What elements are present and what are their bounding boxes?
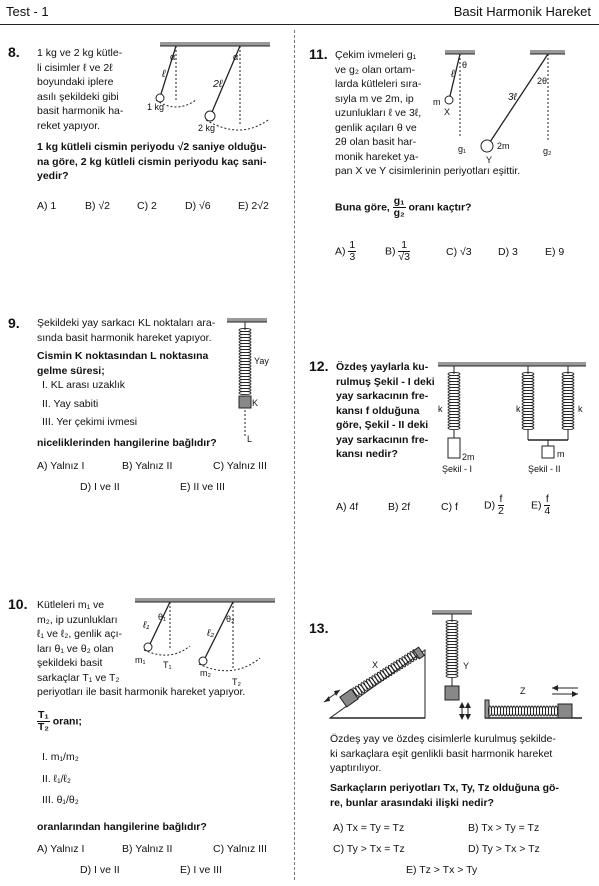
q10-fig-l1: ℓ₁	[143, 620, 150, 631]
q9-option-e[interactable]: E) II ve III	[180, 481, 225, 493]
q11-option-b[interactable]: B) $\frac{1}{√3}$	[385, 239, 411, 263]
q12-fig-k2: k	[516, 404, 521, 414]
q8-fig-l1: ℓ	[162, 68, 166, 80]
q10-items: I. m₁/m₂ II. ℓ₁/ℓ₂ III. θ₁/θ₂	[42, 751, 79, 806]
q10-fig-t1: θ₁	[158, 612, 167, 622]
q12-option-e[interactable]: E) $\frac{f}{4}$	[531, 493, 551, 517]
q8-fig-a2: α	[233, 52, 239, 62]
q10-option-e[interactable]: E) I ve III	[180, 864, 223, 876]
header-rule	[0, 24, 599, 25]
q12-fig-k3: k	[578, 404, 583, 414]
q12-spring-figure	[438, 362, 588, 477]
q12-option-a[interactable]: A) 4f	[336, 501, 359, 513]
q11-option-c[interactable]: C) √3	[446, 246, 472, 258]
q11-fig-g2: g₂	[543, 146, 552, 156]
q12-fig-m2: m	[557, 449, 565, 459]
q10-fig-T2: T₂	[232, 677, 241, 687]
q10-fig-t2: θ₂	[226, 614, 235, 624]
q12-number: 12.	[309, 358, 329, 374]
q8-fig-a1: α	[170, 52, 176, 62]
q10-option-d[interactable]: D) I ve II	[80, 864, 120, 876]
q8-stem: 1 kg ve 2 kg kütle- li cisimler ℓ ve 2ℓ boyundaki iplere asılı şekildeki gibi basit harmonik ha- reket yapıyor.	[37, 47, 124, 132]
q13-option-e[interactable]: E) Tz > Tx > Ty	[406, 864, 478, 876]
q11-fig-l: ℓ	[451, 68, 455, 80]
q11-question: Buna göre, $\frac{\text{g₁}}{\text{g₂}}$ oranı kaçtır?	[335, 195, 472, 219]
q11-fig-y: Y	[486, 155, 493, 165]
q8-fig-m2: 2 kg	[198, 123, 216, 133]
q9-spring-figure	[225, 318, 275, 448]
q8-option-e[interactable]: E) 2√2	[238, 200, 269, 212]
q10-ratio: $\frac{\text{T₁}}{\text{T₂}}$ oranı;	[37, 709, 82, 733]
q13-option-d[interactable]: D) Ty > Tx > Tz	[468, 843, 540, 855]
q10-question: oranlarından hangilerine bağlıdır?	[37, 821, 207, 833]
q9-option-b[interactable]: B) Yalnız II	[122, 460, 173, 472]
q9-fig-yay: Yay	[254, 356, 269, 366]
q10-fig-l2: ℓ₂	[207, 628, 215, 639]
q9-stem: Şekildeki yay sarkacı KL noktaları ara- sında basit harmonik hareket yapıyor.	[37, 317, 216, 344]
column-divider	[294, 30, 295, 880]
q12-stem: Özdeş yaylarla ku- rulmuş Şekil - I deki yay sarkacının fre- kansı f olduğuna göre, Şekil - II deki yay sarkacının fre- kansı nedir?	[336, 361, 435, 460]
chapter-title: Basit Harmonik Hareket	[453, 4, 591, 19]
q10-fig-T1: T₁	[163, 660, 172, 670]
q9-number: 9.	[8, 315, 20, 331]
q13-fig-x: X	[372, 660, 379, 670]
q8-option-a[interactable]: A) 1	[37, 200, 57, 212]
q9-option-c[interactable]: C) Yalnız III	[213, 460, 267, 472]
q13-fig-y: Y	[463, 661, 470, 671]
q13-question: Sarkaçların periyotları Tx, Ty, Tz olduğuna gö- re, bunlar arasındaki ilişki nedir?	[330, 782, 559, 809]
q10-fig-m1: m₁	[135, 655, 146, 665]
q13-option-b[interactable]: B) Tx > Ty = Tz	[468, 822, 540, 834]
q11-fig-m: m	[433, 97, 441, 107]
q9-question: niceliklerinden hangilerine bağlıdır?	[37, 437, 217, 449]
q9-option-d[interactable]: D) I ve II	[80, 481, 120, 493]
q13-number: 13.	[309, 620, 329, 636]
q10-option-b[interactable]: B) Yalnız II	[122, 843, 173, 855]
q8-number: 8.	[8, 44, 20, 60]
q11-stem-full: pan X ve Y cisimlerinin periyotları eşittir.	[335, 165, 521, 177]
q11-option-e[interactable]: E) 9	[545, 246, 565, 258]
test-label: Test - 1	[6, 4, 49, 19]
q11-fig-m2: 2m	[497, 141, 510, 151]
q9-option-a[interactable]: A) Yalnız I	[37, 460, 85, 472]
q9-fig-k: K	[252, 398, 259, 408]
q12-fig-m1: 2m	[462, 452, 475, 462]
q12-option-b[interactable]: B) 2f	[388, 501, 411, 513]
q10-option-c[interactable]: C) Yalnız III	[213, 843, 267, 855]
q9-bold: Cismin K noktasından L noktasına gelme süresi;	[37, 350, 209, 377]
q10-stem: Kütleleri m₁ ve m₂, ip uzunlukları ℓ₁ ve ℓ₂, genlik açı- ları θ₁ ve θ₂ olan şekildeki basit sarkaçlar T₁ ve T₂	[37, 599, 123, 684]
q11-fig-th2: 2θ	[537, 76, 548, 86]
q11-fig-th: θ	[462, 60, 468, 70]
q8-option-d[interactable]: D) √6	[185, 200, 211, 212]
q11-fig-g1: g₁	[458, 144, 467, 154]
q8-option-b[interactable]: B) √2	[85, 200, 111, 212]
q13-option-c[interactable]: C) Ty > Tx = Tz	[333, 843, 405, 855]
q10-stem-full: periyotları ile basit harmonik hareket yapıyor.	[37, 686, 246, 698]
q13-fig-z: Z	[520, 686, 526, 696]
q11-option-a[interactable]: A) $\frac{1}{3}$	[335, 239, 356, 263]
q12-fig-cap2: Şekil - II	[528, 464, 561, 474]
q12-option-d[interactable]: D) $\frac{f}{2}$	[484, 493, 504, 517]
q10-fig-m2: m₂	[200, 668, 211, 678]
q11-fig-l3: 3ℓ	[508, 92, 517, 103]
q11-fig-x: X	[444, 107, 451, 117]
q13-stem: Özdeş yay ve özdeş cisimlerle kurulmuş şekilde- ki sarkaçlara eşit genlikli basit harmonik hareket yaptırılıyor.	[330, 733, 556, 774]
q9-items: I. KL arası uzaklık II. Yay sabiti III. Yer çekimi ivmesi	[42, 379, 138, 428]
q13-option-a[interactable]: A) Tx = Ty = Tz	[333, 822, 405, 834]
q10-option-a[interactable]: A) Yalnız I	[37, 843, 85, 855]
q11-option-d[interactable]: D) 3	[498, 246, 518, 258]
q10-number: 10.	[8, 596, 28, 612]
q12-fig-cap1: Şekil - I	[442, 464, 473, 474]
q8-question: 1 kg kütleli cismin periyodu √2 saniye olduğu- na göre, 2 kg kütleli cismin periyodu kaç sani- yedir?	[37, 141, 267, 182]
q12-option-c[interactable]: C) f	[441, 501, 458, 513]
q11-stem: Çekim ivmeleri g₁ ve g₂ olan ortam- larda kütleleri sıra- sıyla m ve 2m, ip uzunlukları ℓ ve 3ℓ, genlik açıları θ ve 2θ olan basit har- monik hareket ya-	[335, 49, 422, 163]
q8-fig-m1: 1 kg	[147, 102, 165, 112]
q9-fig-l: L	[247, 434, 253, 444]
q13-figure	[320, 610, 590, 725]
q12-fig-k1: k	[438, 404, 443, 414]
q8-option-c[interactable]: C) 2	[137, 200, 157, 212]
q8-fig-l2: 2ℓ	[213, 78, 223, 90]
q11-number: 11.	[309, 46, 328, 62]
